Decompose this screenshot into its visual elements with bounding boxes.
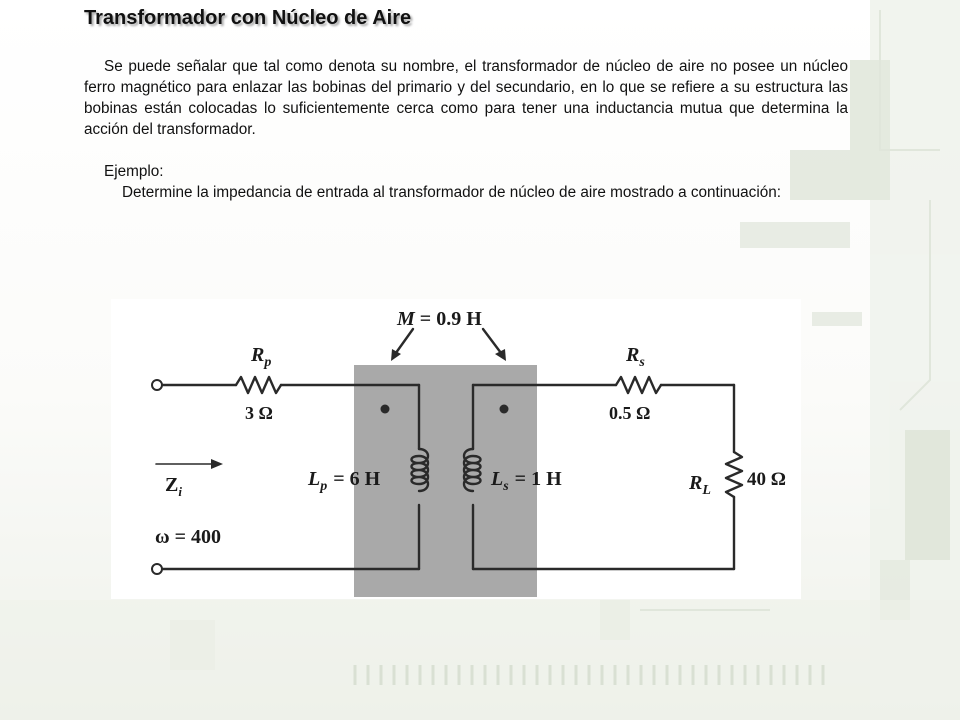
circuit-diagram	[111, 299, 801, 599]
primary-dot	[381, 405, 390, 414]
resistor-rp	[236, 377, 281, 393]
rs-value: 0.5 Ω	[609, 403, 651, 423]
resistor-rl	[726, 452, 742, 497]
intro-paragraph: Se puede señalar que tal como denota su nombre, el transformador de núcleo de aire no posee un núcleo ferro magnético para enlazar las bobinas del primario y del secundario, en lo que se refiere a su estructura las bobinas están colocadas lo suficientemente cerca como para tener una inductancia mutua que determina la acción del transformador.	[84, 58, 848, 138]
zi-label: $Z_i$	[165, 474, 182, 499]
lp-label: $L_p = 6$ H	[308, 468, 381, 494]
ls-label: $L_s = 1$ H	[491, 468, 562, 494]
slide-title: Transformador con Núcleo de Aire	[84, 7, 412, 29]
rl-value: 40 Ω	[747, 469, 786, 490]
input-terminal-bottom	[152, 564, 162, 574]
transformer-core	[354, 365, 537, 597]
rp-value: 3 Ω	[245, 403, 273, 423]
example-text: Determine la impedancia de entrada al transformador de núcleo de aire mostrado a continuación:	[122, 184, 781, 201]
rp-label: $R_p$	[251, 344, 272, 370]
slide-body	[84, 56, 848, 203]
secondary-dot	[500, 405, 509, 414]
input-terminal-top	[152, 380, 162, 390]
omega-label: ω = 400	[155, 526, 222, 548]
resistor-rs	[616, 377, 661, 393]
mutual-label: M = 0.9 H	[397, 308, 482, 330]
rl-label: $R_L$	[689, 472, 711, 498]
example-label: Ejemplo:	[104, 163, 164, 180]
rs-label: $R_s$	[626, 344, 645, 370]
